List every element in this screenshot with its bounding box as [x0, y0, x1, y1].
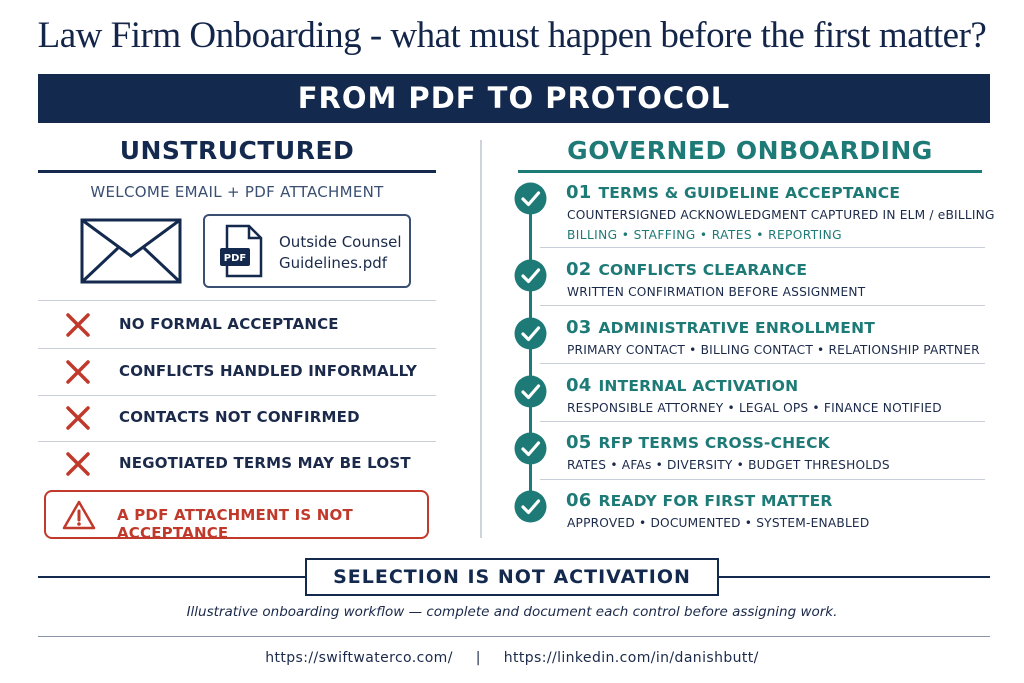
step-title-text: ADMINISTRATIVE ENROLLMENT: [598, 319, 876, 337]
pdf-filename-line1: Outside Counsel: [279, 233, 402, 251]
divider: [540, 363, 985, 364]
step-05: [514, 432, 986, 490]
step-title: [566, 490, 833, 511]
step-description: COUNTERSIGNED ACKNOWLEDGMENT CAPTURED IN ELM / eBILLING: [567, 208, 995, 222]
linkedin-link[interactable]: https://linkedin.com/in/danishbutt/: [503, 650, 759, 666]
divider: [540, 247, 985, 248]
pdf-badge: PDF: [223, 253, 247, 264]
red-x-icon: [63, 310, 93, 340]
website-link[interactable]: https://swiftwaterco.com/: [265, 650, 453, 666]
step-description: RATES • AFAs • DIVERSITY • BUDGET THRESHOLDS: [567, 458, 890, 472]
step-02: [514, 259, 986, 317]
pdf-filename: [279, 232, 409, 274]
warning-text: A PDF ATTACHMENT IS NOT ACCEPTANCE: [117, 506, 353, 542]
step-number: 06: [566, 490, 592, 511]
unstructured-heading-rule: [38, 170, 436, 173]
issue-text: CONFLICTS HANDLED INFORMALLY: [119, 362, 418, 380]
step-number: 05: [566, 432, 592, 453]
red-x-icon: [63, 449, 93, 479]
step-description: PRIMARY CONTACT • BILLING CONTACT • RELATIONSHIP PARTNER: [567, 343, 980, 357]
step-description: WRITTEN CONFIRMATION BEFORE ASSIGNMENT: [567, 285, 866, 299]
issue-item: [38, 349, 436, 395]
issue-item: [38, 395, 436, 441]
step-title: [566, 259, 807, 280]
pdf-document-icon: [219, 224, 263, 278]
envelope-icon: [80, 218, 182, 284]
step-title-text: RFP TERMS CROSS-CHECK: [598, 434, 830, 452]
callout-rule-right: [719, 576, 990, 578]
step-number: 01: [566, 182, 592, 203]
unstructured-heading: UNSTRUCTURED: [119, 136, 355, 165]
warning-triangle-icon: [62, 500, 96, 530]
callout-rule-left: [38, 576, 305, 578]
issue-text: NO FORMAL ACCEPTANCE: [119, 315, 339, 333]
step-04: [514, 375, 986, 433]
callout-box: SELECTION IS NOT ACTIVATION: [305, 558, 719, 596]
check-circle-icon: [514, 259, 547, 292]
step-06: [514, 490, 986, 548]
footer-links: [0, 650, 1024, 666]
step-title: [566, 182, 900, 203]
step-number: 04: [566, 375, 592, 396]
pdf-filename-line2: Guidelines.pdf: [279, 254, 388, 272]
check-circle-icon: [514, 432, 547, 465]
step-01: [514, 182, 995, 242]
issue-item: [38, 302, 436, 348]
page-title: Law Firm Onboarding - what must happen before the first matter?: [37, 15, 987, 56]
step-title-text: TERMS & GUIDELINE ACCEPTANCE: [598, 184, 901, 202]
check-circle-icon: [514, 317, 547, 350]
divider: [540, 479, 985, 480]
step-title-text: READY FOR FIRST MATTER: [598, 492, 833, 510]
footer-divider: [38, 636, 990, 637]
governed-heading: GOVERNED ONBOARDING: [567, 136, 933, 165]
check-circle-icon: [514, 375, 547, 408]
red-x-icon: [63, 357, 93, 387]
step-tags: BILLING • STAFFING • RATES • REPORTING: [567, 228, 842, 242]
red-x-icon: [63, 403, 93, 433]
divider: [540, 421, 985, 422]
check-circle-icon: [514, 182, 547, 215]
divider: [540, 305, 985, 306]
divider: [38, 300, 436, 301]
governed-heading-rule: [518, 170, 982, 173]
step-title: [566, 317, 875, 338]
step-number: 02: [566, 259, 592, 280]
footnote: Illustrative onboarding workflow — complete and document each control before assigning work.: [186, 604, 838, 620]
step-title: [566, 432, 830, 453]
step-title-text: CONFLICTS CLEARANCE: [598, 261, 808, 279]
warning-box: [44, 490, 429, 542]
issue-text: NEGOTIATED TERMS MAY BE LOST: [119, 454, 411, 472]
step-number: 03: [566, 317, 592, 338]
step-description: APPROVED • DOCUMENTED • SYSTEM-ENABLED: [567, 516, 870, 530]
issue-item: [38, 441, 436, 487]
issue-text: CONTACTS NOT CONFIRMED: [119, 408, 360, 426]
step-description: RESPONSIBLE ATTORNEY • LEGAL OPS • FINANCE NOTIFIED: [567, 401, 942, 415]
link-separator: |: [475, 650, 481, 666]
step-03: [514, 317, 986, 375]
pdf-attachment-card: [203, 214, 411, 288]
banner: FROM PDF TO PROTOCOL: [38, 74, 990, 123]
unstructured-subheading: WELCOME EMAIL + PDF ATTACHMENT: [90, 183, 384, 201]
check-circle-icon: [514, 490, 547, 523]
column-divider: [480, 140, 482, 538]
step-title-text: INTERNAL ACTIVATION: [598, 377, 799, 395]
step-title: [566, 375, 798, 396]
